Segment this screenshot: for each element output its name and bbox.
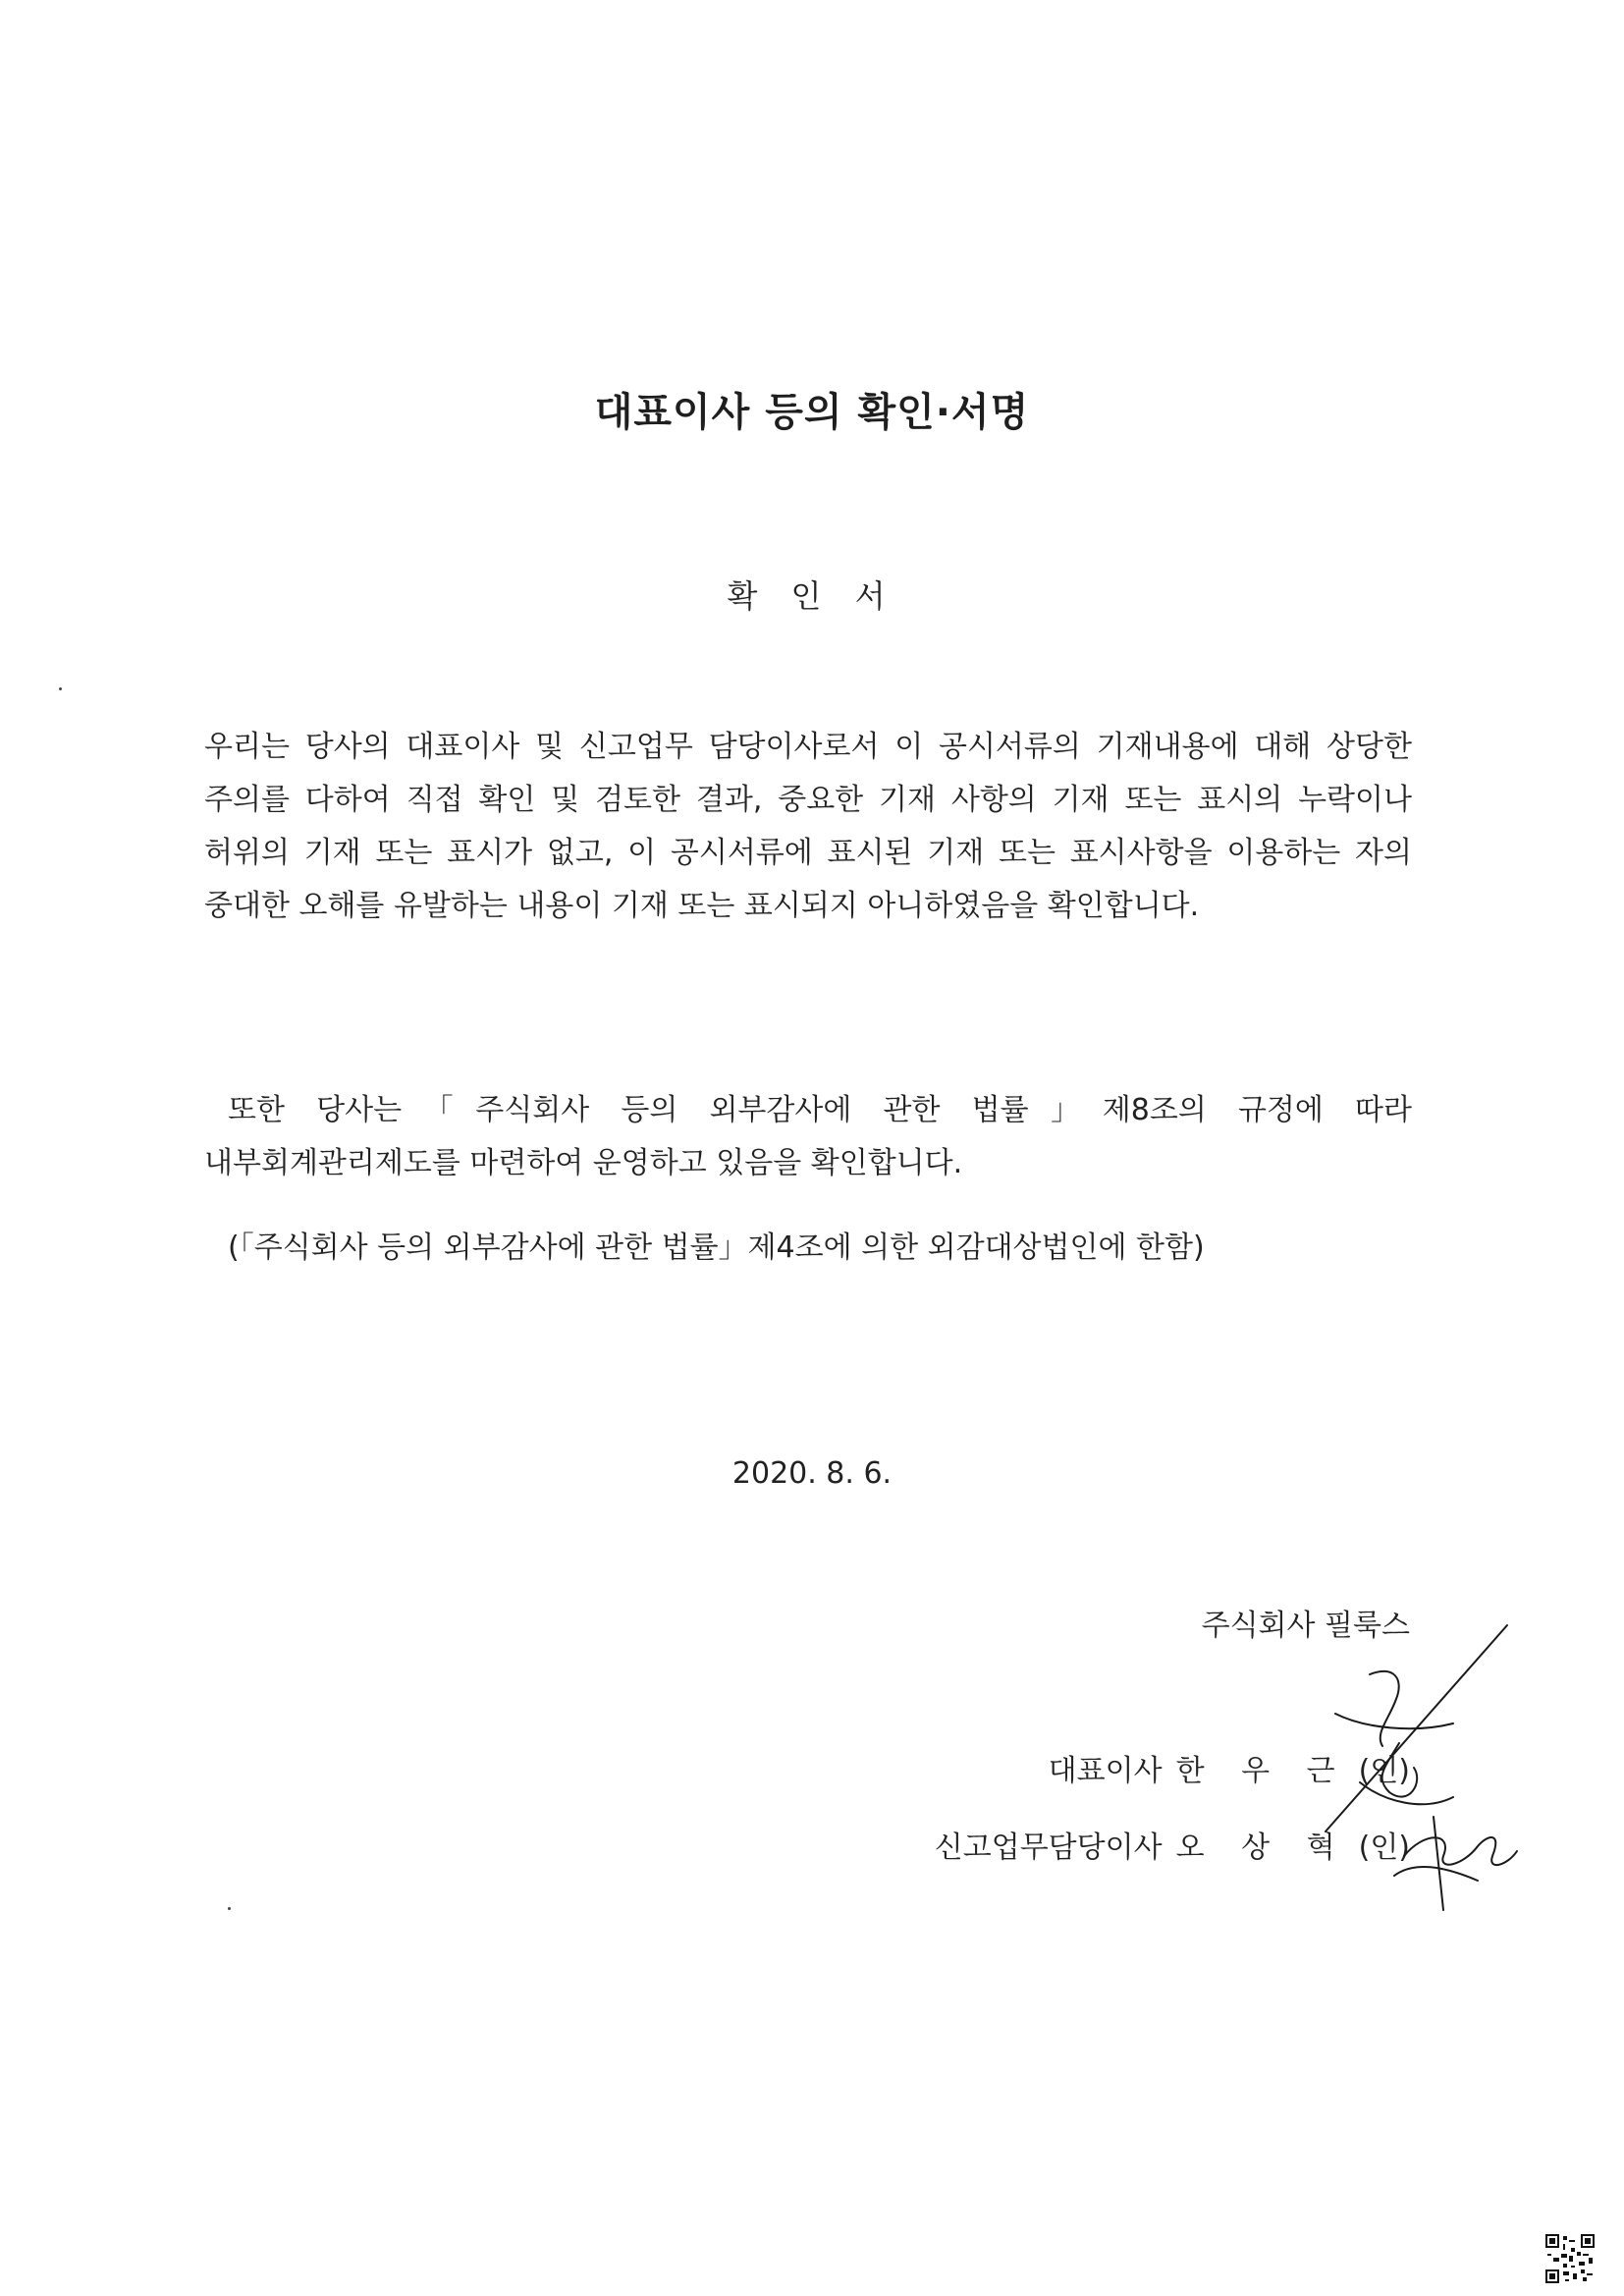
- scan-speck: [228, 1907, 231, 1910]
- company-name: 주식회사 필룩스: [1201, 1609, 1410, 1643]
- signer-seal: (인): [1358, 1831, 1410, 1865]
- handwritten-signature: [1306, 1620, 1532, 1915]
- signer-name: 오 상 혁: [1175, 1831, 1349, 1865]
- signer-seal: (인): [1358, 1754, 1410, 1788]
- document-subtitle: 확 인 서: [727, 577, 897, 615]
- signer-name: 한 우 근: [1175, 1754, 1349, 1788]
- document-date: 2020. 8. 6.: [731, 1456, 893, 1491]
- scan-speck: [59, 687, 62, 690]
- internal-control-paragraph: 또한 당사는「주식회사 등의 외부감사에 관한 법률」제8조의 규정에 따라 내부회계관리제도를 마련하여 운영하고 있음을 확인합니다.: [204, 1093, 1412, 1180]
- signer-role: 대표이사: [1048, 1754, 1163, 1788]
- applicability-note: (「주식회사 등의 외부감사에 관한 법률」제4조에 의한 외감대상법인에 한함): [228, 1230, 1205, 1265]
- signer-role: 신고업무담당이사: [934, 1831, 1163, 1865]
- confirmation-paragraph: 우리는 당사의 대표이사 및 신고업무 담당이사로서 이 공시서류의 기재내용에 대해 상당한 주의를 다하여 직접 확인 및 검토한 결과, 중요한 기재 사항의 기재 또는 표시의 누락이나 허위의 기재 또는 표시가 없고, 이 공시서류에 표시된 기재 또는 표시사항을 이용하는 자의 중대한 오해를 유발하는 내용이 기재 또는 표시되지 아니하였음을 확인합니다.: [204, 730, 1412, 923]
- qr-code-icon: [1545, 2234, 1595, 2283]
- document-title: 대표이사 등의 확인·서명: [594, 390, 1030, 435]
